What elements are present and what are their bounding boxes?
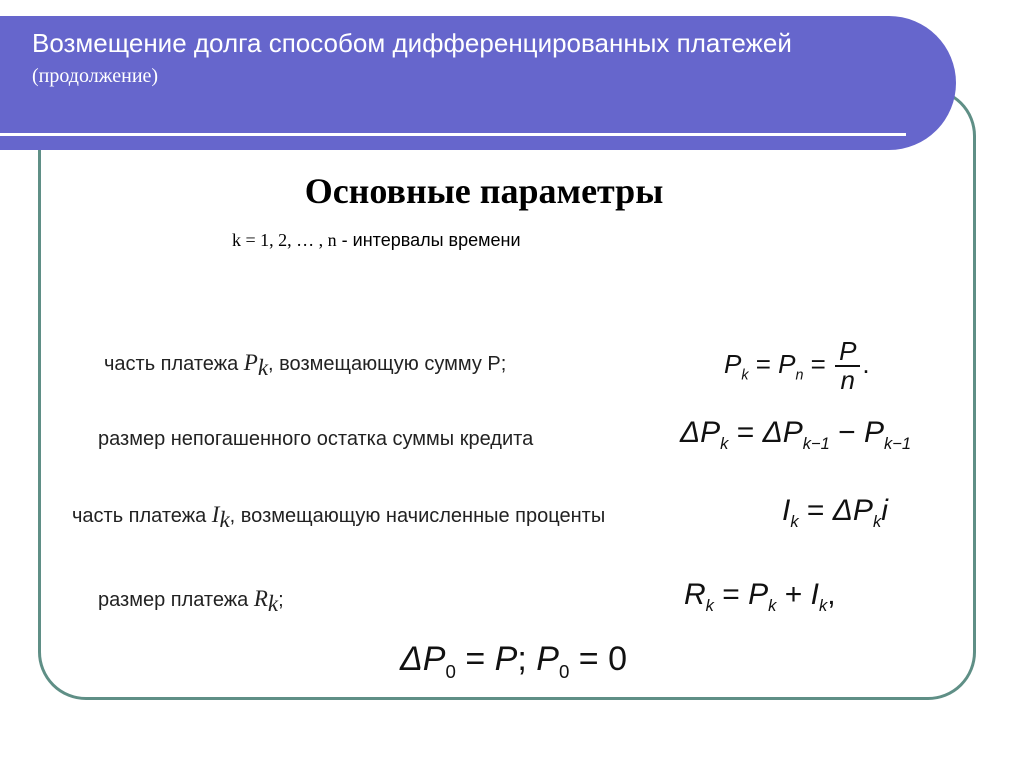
formula-initial-sub: 0 xyxy=(558,660,570,682)
formula-eq: = xyxy=(455,640,495,678)
formula-eq: = xyxy=(728,416,763,449)
formula-mid: P xyxy=(748,578,769,611)
formula-lhs-sub: k xyxy=(705,597,714,615)
formula-eq: = xyxy=(569,640,609,678)
formula-payment-size xyxy=(684,578,836,616)
formula-mid-sub: k xyxy=(768,597,777,615)
formula-lhs: P xyxy=(724,349,742,380)
label-text-after: , возмещающую сумму P; xyxy=(268,353,507,375)
formula-eq: = xyxy=(803,349,834,380)
fraction-denominator: n xyxy=(840,365,855,396)
title-underline xyxy=(0,133,906,136)
formula-principal-part xyxy=(724,338,870,395)
formula-mid: ΔP xyxy=(762,416,803,449)
label-text-after: ; xyxy=(278,589,284,611)
row-remaining-balance-label xyxy=(98,428,533,451)
formula-separator: ; xyxy=(517,640,537,678)
formula-initial-conditions xyxy=(400,640,627,683)
formula-lhs-sub: k xyxy=(720,435,729,453)
label-symbol-sub: k xyxy=(257,355,269,380)
formula-rhs: I xyxy=(810,578,819,611)
interval-formula: k = 1, 2, … , n xyxy=(232,230,337,250)
formula-mid-sub: k−1 xyxy=(802,435,830,453)
formula-remaining-balance xyxy=(680,416,911,454)
formula-op: + xyxy=(776,578,811,611)
label-symbol: I xyxy=(211,502,220,527)
slide-header xyxy=(32,27,892,89)
label-symbol-sub: k xyxy=(267,591,279,616)
formula-rhs: i xyxy=(881,494,888,527)
slide-subtitle: (продолжение) xyxy=(32,65,159,87)
label-text: часть платежа xyxy=(72,505,212,527)
formula-rhs: P xyxy=(864,416,885,449)
formula-mid-sub: n xyxy=(795,367,804,384)
fraction-numerator: P xyxy=(835,338,860,367)
formula-lhs: ΔP xyxy=(680,416,721,449)
formula-end: . xyxy=(862,349,870,380)
label-text: размер платежа xyxy=(98,589,254,611)
formula-lhs: R xyxy=(684,578,706,611)
fraction xyxy=(835,338,860,395)
label-symbol-sub: k xyxy=(219,507,230,532)
interval-separator: - xyxy=(336,230,353,250)
formula-mid: ΔP xyxy=(832,494,873,527)
formula-eq: = xyxy=(713,578,749,611)
formula-initial-zero: 0 xyxy=(608,640,628,678)
formula-mid: P xyxy=(778,349,796,380)
formula-eq: = xyxy=(748,349,779,380)
label-symbol: P xyxy=(243,350,258,375)
formula-end: , xyxy=(827,578,836,611)
label-text-after: , возмещающую начисленные проценты xyxy=(229,505,606,527)
formula-rhs-sub: k−1 xyxy=(884,435,912,453)
formula-initial-p: P xyxy=(494,640,518,678)
interval-definition xyxy=(232,230,521,251)
row-principal-part-label xyxy=(104,350,506,381)
formula-initial-delta-p: ΔP xyxy=(400,640,446,678)
slide-title: Возмещение долга способом дифференцированных платежей xyxy=(32,28,792,58)
formula-op: − xyxy=(829,416,864,449)
label-text: размер непогашенного остатка суммы кредита xyxy=(98,428,534,450)
formula-lhs-sub: k xyxy=(790,513,799,531)
formula-initial-p0: P xyxy=(536,640,559,678)
formula-eq: = xyxy=(798,494,833,527)
formula-initial-sub: 0 xyxy=(445,660,456,682)
label-text: часть платежа xyxy=(104,353,244,375)
formula-interest-part xyxy=(782,494,888,532)
label-symbol: R xyxy=(253,586,268,611)
row-interest-part-label xyxy=(72,502,605,533)
interval-description: интервалы времени xyxy=(352,230,521,250)
formula-rhs-sub: k xyxy=(818,597,828,615)
formula-lhs-sub: k xyxy=(741,367,749,384)
formula-lhs: I xyxy=(782,494,791,527)
formula-mid-sub: k xyxy=(872,513,882,531)
section-heading: Основные параметры xyxy=(304,171,664,211)
row-payment-size-label xyxy=(98,586,284,617)
